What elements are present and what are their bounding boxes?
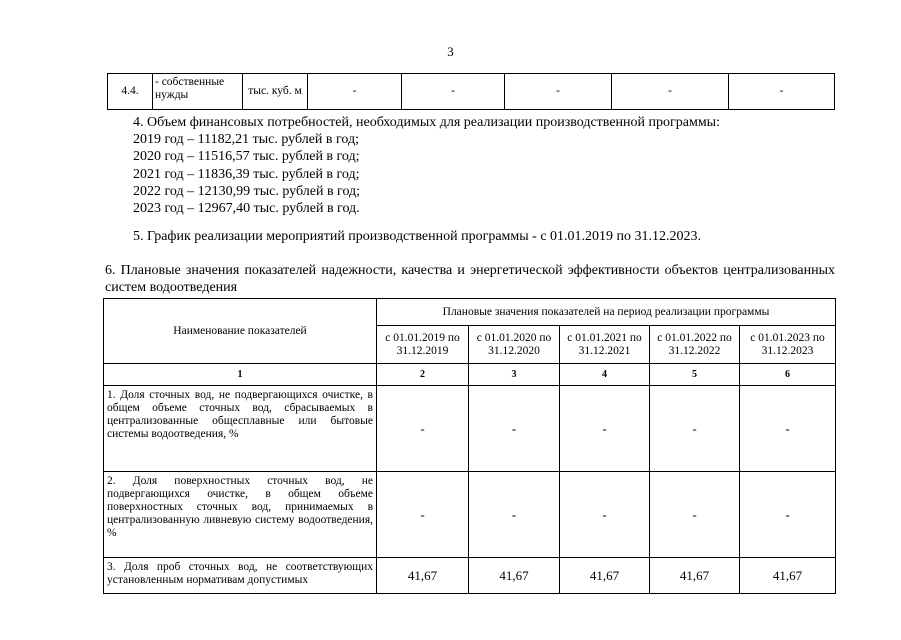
header-period: с 01.01.2022 по 31.12.2022 [650, 326, 740, 364]
page-number: 3 [447, 44, 454, 59]
row-number: 4.4. [108, 74, 153, 110]
header-period: с 01.01.2023 по 31.12.2023 [740, 326, 836, 364]
column-number: 3 [469, 364, 560, 386]
table-row [104, 386, 836, 472]
indicator-value: 41,67 [377, 558, 469, 594]
header-period: с 01.01.2019 по 31.12.2019 [377, 326, 469, 364]
section-heading: 4. Объем финансовых потребностей, необходимых для реализации производственной программы: [133, 115, 720, 130]
indicator-value: - [740, 386, 836, 472]
indicator-name: 3. Доля проб сточных вод, не соответствующих установленным нормативам допустимых [104, 558, 377, 594]
indicator-value: 41,67 [469, 558, 560, 594]
column-number: 2 [377, 364, 469, 386]
indicator-value: - [560, 386, 650, 472]
indicator-value: 41,67 [740, 558, 836, 594]
schedule-section: 5. График реализации мероприятий производственной программы - с 01.01.2019 по 31.12.2023. [133, 229, 702, 244]
table-row [104, 558, 836, 594]
year-line: 2023 год – 12967,40 тыс. рублей в год. [133, 200, 360, 216]
indicator-name: 1. Доля сточных вод, не подвергающихся очистке, в общем объеме сточных вод, сбрасываемых в централизованные общесплавные или бытовые системы водоотведения, % [104, 386, 377, 472]
indicator-name: 2. Доля поверхностных сточных вод, не подвергающихся очистке, в общем объеме поверхностных сточных вод, принимаемых в централизованную ливневую систему водоотведения, % [104, 472, 377, 558]
value-cell: - [308, 74, 402, 110]
year-line: 2019 год – 11182,21 тыс. рублей в год; [133, 132, 360, 148]
year-line: 2021 год – 11836,39 тыс. рублей в год; [133, 166, 360, 182]
column-number: 4 [560, 364, 650, 386]
indicator-value: - [740, 472, 836, 558]
column-number: 1 [104, 364, 377, 386]
indicator-value: - [650, 386, 740, 472]
indicator-value: - [377, 386, 469, 472]
indicator-value: - [377, 472, 469, 558]
column-number: 6 [740, 364, 836, 386]
header-period: с 01.01.2021 по 31.12.2021 [560, 326, 650, 364]
table-row [108, 74, 835, 110]
unit-cell: тыс. куб. м [243, 74, 308, 110]
column-number: 5 [650, 364, 740, 386]
column-numbers-row [104, 364, 836, 386]
value-cell: - [505, 74, 612, 110]
financial-needs-section [133, 114, 720, 217]
indicator-value: - [469, 386, 560, 472]
value-cell: - [612, 74, 729, 110]
table-row [104, 472, 836, 558]
indicator-value: 41,67 [650, 558, 740, 594]
volume-table-continuation [107, 73, 835, 110]
value-cell: - [402, 74, 505, 110]
table-header-row [104, 299, 836, 326]
indicators-table [103, 298, 836, 594]
header-period: с 01.01.2020 по 31.12.2020 [469, 326, 560, 364]
year-line: 2020 год – 11516,57 тыс. рублей в год; [133, 149, 360, 165]
year-line: 2022 год – 12130,99 тыс. рублей в год; [133, 183, 361, 199]
indicators-section-heading: 6. Плановые значения показателей надежности, качества и энергетической эффективности объектов централизованных систем водоотведения [105, 263, 835, 295]
header-planned-values: Плановые значения показателей на период реализации программы [377, 299, 836, 326]
indicator-label: - собственные нужды [153, 74, 243, 110]
indicator-value: - [650, 472, 740, 558]
header-indicator-name: Наименование показателей [104, 299, 377, 364]
indicator-value: 41,67 [560, 558, 650, 594]
indicator-value: - [560, 472, 650, 558]
indicator-value: - [469, 472, 560, 558]
value-cell: - [729, 74, 835, 110]
